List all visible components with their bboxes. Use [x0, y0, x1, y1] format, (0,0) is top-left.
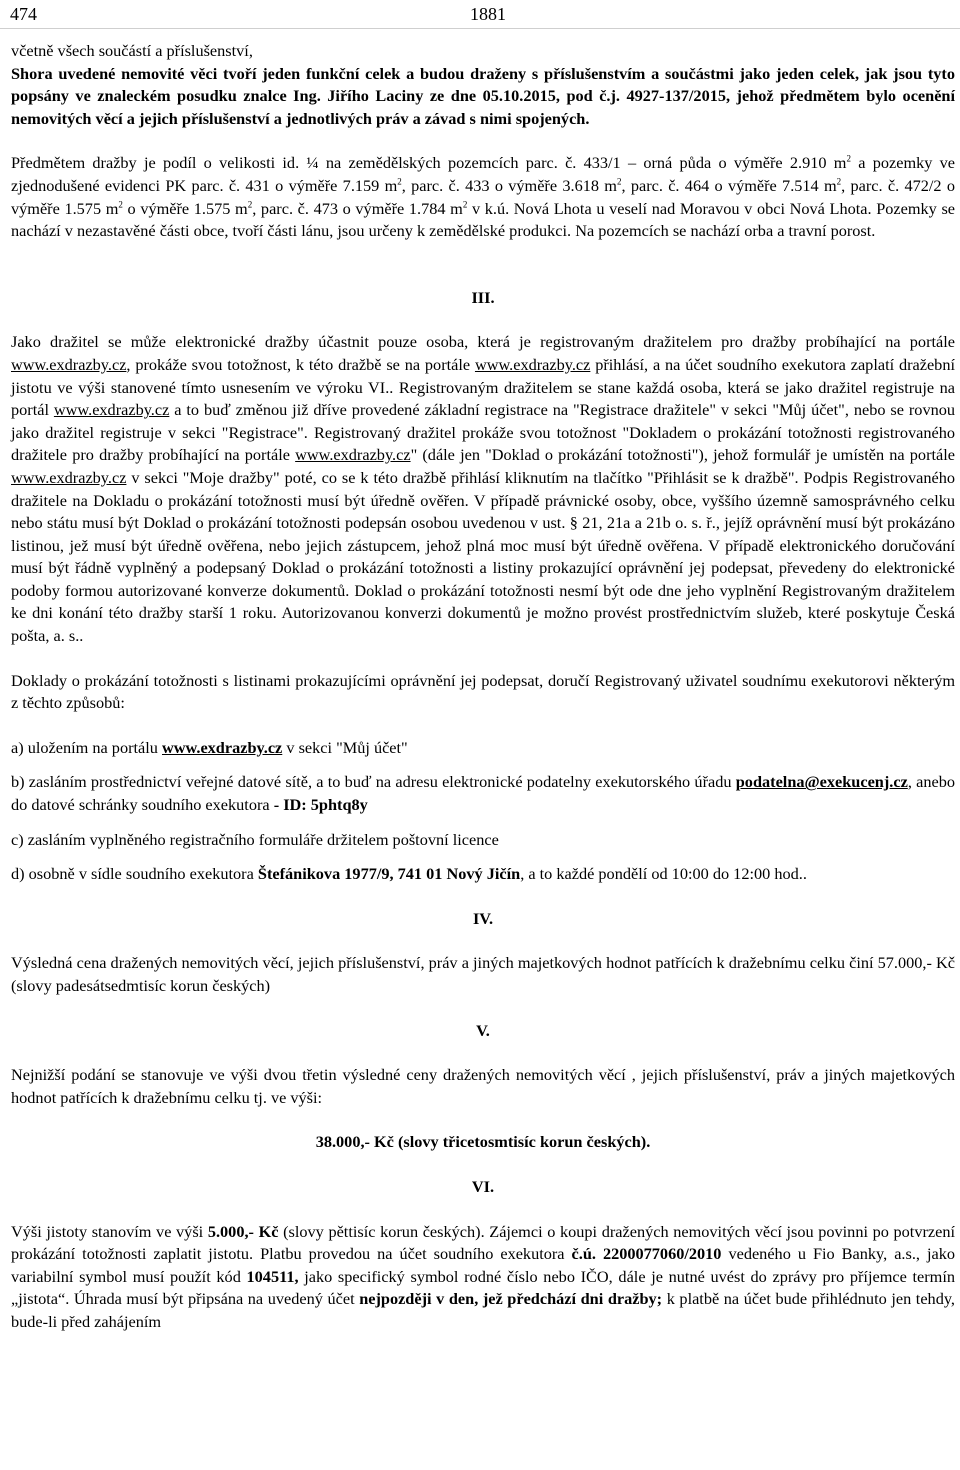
text-run: , prokáže svou totožnost, k této dražbě se na portále	[126, 354, 475, 374]
exdrazby-link[interactable]: www.exdrazby.cz	[53, 400, 170, 420]
podatelna-email-link[interactable]: podatelna@exekucenj.cz	[735, 772, 908, 792]
section-heading-iv: IV.	[472, 908, 494, 928]
text-run: v k.ú. Nová Lhota u veselí nad Moravou v obci Nová Lhota. Pozemky se nachází v nezastavěné části obce, tvoří části lánu, jsou určeny k zemědělské produkci. Na pozemcích se nachází orba a travní porost.	[11, 198, 956, 241]
text-run: , parc. č. 473 o výměře 1.784 m	[252, 198, 463, 218]
bold-text: Shora uvedené nemovité věci tvoří jeden funkční celek a budou draženy s příslušenstvím a součástmi jako jeden celek, jak jsou tyto popsány ve znaleckém posudku znalce Ing. Jiřího Laciny ze dne 05.10.2015, pod č.j. 4927-137/2015, jehož předmětem bylo ocenění nemovitých věcí a jejich příslušenství a jednotlivých práv a závad s nimi spojených.	[11, 63, 955, 128]
paragraph-documents: Doklady o prokázání totožnosti s listinami prokazujícími oprávnění jej podepsat, doručí Registrovaný uživatel soudnímu exekutorovi některým z těchto způsobů:	[11, 670, 955, 713]
paragraph-lowest-bid: Nejnižší podání se stanovuje ve výši dvou třetin výsledné ceny dražených nemovitých věcí , jejich příslušenství, práv a jiných majetkových hodnot patřících k dražebnímu celku tj. ve výši:	[11, 1065, 955, 1107]
section-heading-v: V.	[476, 1020, 490, 1040]
text-run: , parc. č. 472/2 o výměře 1.575 m	[11, 175, 956, 218]
text-run: , anebo do datové schránky soudního exekutora	[11, 772, 956, 815]
paragraph-subject	[11, 152, 955, 242]
superscript: 2	[836, 176, 842, 187]
text-run: o výměře 1.575 m	[122, 198, 248, 218]
option-a	[11, 737, 955, 760]
superscript: 2	[397, 176, 402, 187]
section-heading-vi: VI.	[471, 1176, 495, 1196]
databox-id: - ID: 5phtq8y	[273, 795, 368, 815]
variable-symbol: 104511,	[246, 1266, 299, 1286]
text-run: a pozemky ve zjednodušené evidenci PK parc. č. 431 o výměře 7.159 m	[11, 153, 956, 195]
text-run: , parc. č. 433 o výměře 3.618 m	[401, 175, 617, 195]
paragraph-intro	[11, 40, 955, 130]
text-run: a) uložením na portálu	[11, 737, 162, 757]
superscript: 2	[846, 153, 851, 164]
text-run: a to buď změnou již dříve provedené základní registrace na "Registrace dražitele" v sekci "Můj účet", nebo se rovnou jako dražitel registruje v sekci "Registrace". Registrovaný dražitel prokáže svou totožnost "Dokladem o prokázání totožnosti registrovaného dražitele pro dražby probíhající na portále	[11, 400, 956, 465]
text-run: , a to každé pondělí od 10:00 do 12:00 hod..	[520, 864, 807, 884]
text-run: k platbě na účet bude přihlédnuto jen tehdy, bude-li před zahájením	[11, 1289, 955, 1331]
text-run: přihlásí, a na účet soudního exekutora zaplatí dražební jistotu ve výši stanovené tímto usnesením ve výroku VI.. Registrovaným dražitelem se stane každá osoba, která se jako dražitel registruje na portál	[11, 354, 955, 420]
text-run: v sekci "Moje dražby" poté, co se k této dražbě přihlásí kliknutím na tlačítko "Přihlásit se k dražbě". Podpis Registrovaného dražitele na Dokladu o prokázání totožnosti musí být úředně ověřen. V případě právnické osoby, obce, vyššího územně samosprávného celku nebo státu musí být Doklad o prokázání totožnosti podepsán osobou uvedenou v ust. § 21, 21a a 21b o. s. ř., jejíž oprávnění musí být prokázáno listinou, jež musí být úředně ověřena, nebo jejich zástupcem, jehož plná moc musí být úředně ověřena. V případě elektronického doručování musí být řádně vyplněný a podepsaný Doklad o prokázání totožnosti a listiny prokazující oprávnění jej podepsat, převedeny do elektronické podoby formou autorizované konverze dokumentů. Doklad o prokázání totožnosti nesmí být ode dne jeho vyplnění Registrovaným dražitelem ke dni konání této dražby starší 1 roku. Autorizovanou konverzi dokumentů je možno provést prostřednictvím služeb, které poskytuje Česká pošta, a. s..	[11, 467, 955, 646]
option-d	[11, 863, 955, 886]
superscript: 2	[462, 199, 468, 210]
exdrazby-link[interactable]: www.exdrazby.cz	[11, 467, 127, 487]
deposit-amount: 5.000,- Kč	[207, 1221, 279, 1241]
text-run: b) zasláním prostřednictví veřejné datové sítě, a to buď na adresu elektronické podatelny exekutorského úřadu	[11, 772, 736, 792]
text-run: d) osobně v sídle soudního exekutora	[11, 864, 258, 884]
text-run: v sekci "Můj účet"	[282, 737, 408, 757]
exdrazby-link[interactable]: www.exdrazby.cz	[295, 445, 411, 465]
text-run: (slovy pěttisíc korun českých). Zájemci o koupi dražených nemovitých věcí jsou povinni po potvrzení prokázání totožnosti zaplatit jistotu. Platbu provedou na účet soudního exekutora	[11, 1221, 956, 1264]
text-run: Výši jistoty stanovím ve výši	[11, 1221, 208, 1241]
page-header	[0, 0, 960, 29]
page-number-center: 1881	[470, 4, 506, 24]
deadline-text: nejpozději v den, jež předchází dni dražby;	[359, 1289, 663, 1309]
lowest-bid-amount: 38.000,- Kč (slovy třicetosmtisíc korun českých).	[315, 1132, 651, 1152]
superscript: 2	[616, 176, 622, 187]
exdrazby-link[interactable]: www.exdrazby.cz	[162, 737, 283, 757]
account-number: č.ú. 2200077060/2010	[571, 1244, 722, 1264]
text-run: jako specifický symbol rodné číslo nebo IČO, dále je nutné uvést do zprávy pro příjemce termín „jistota“. Úhrada musí být připsána na uvedený účet	[11, 1266, 955, 1309]
text-run: Jako dražitel se může elektronické dražby účastnit pouze osoba, která je registrovaným dražitelem pro dražby probíhající na portále	[11, 332, 955, 352]
text-run: " (dále jen "Doklad o prokázání totožnosti"), jehož formulář je umístěn na portále	[410, 445, 955, 465]
option-c: c) zasláním vyplněného registračního formuláře držitelem poštovní licence	[11, 829, 499, 849]
page-number-left: 474	[10, 4, 37, 24]
office-address: Štefánikova 1977/9, 741 01 Nový Jičín	[257, 864, 521, 884]
paragraph-deposit	[11, 1221, 955, 1334]
text-run: Předmětem dražby je podíl o velikosti id. ¼ na zemědělských pozemcích parc. č. 433/1 – orná půda o výměře 2.910 m	[11, 153, 847, 173]
text-run: , parc. č. 464 o výměře 7.514 m	[621, 175, 837, 195]
paragraph-registration	[11, 331, 955, 647]
text-run: vedeného u Fio Banky, a.s., jako variabilní symbol musí použít kód	[11, 1244, 955, 1286]
superscript: 2	[247, 199, 253, 210]
option-b	[11, 771, 955, 816]
paragraph-price: Výsledná cena dražených nemovitých věcí, jejich příslušenství, práv a jiných majetkových hodnot patřících k dražebnímu celku činí 57.000,- Kč (slovy padesátsedmtisíc korun českých)	[11, 953, 955, 995]
exdrazby-link[interactable]: www.exdrazby.cz	[11, 354, 127, 374]
superscript: 2	[118, 199, 123, 210]
exdrazby-link[interactable]: www.exdrazby.cz	[474, 354, 591, 374]
document-body	[11, 40, 955, 1334]
text-run: včetně všech součástí a příslušenství,	[11, 41, 253, 60]
section-heading-iii: III.	[471, 287, 495, 307]
